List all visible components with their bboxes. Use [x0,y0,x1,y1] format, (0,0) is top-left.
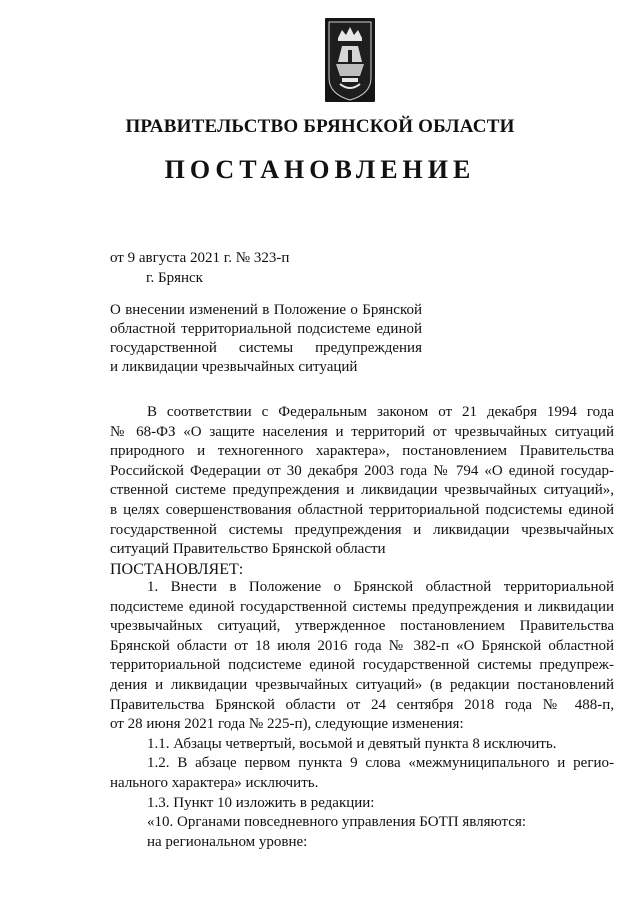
item-1-line: дения и ликвидации чрезвычайных ситуаций» (в редакции постановлений [110,676,614,693]
resolves-heading: ПОСТАНОВЛЯЕТ: [110,560,244,578]
coat-of-arms-emblem [322,16,378,106]
preamble-line: ственной системе предупреждения и ликвидации чрезвычайных ситуаций», [110,482,614,499]
organization-title: ПРАВИТЕЛЬСТВО БРЯНСКОЙ ОБЛАСТИ [125,116,515,137]
subitem-1-2-line: нального характера» исключить. [110,774,319,791]
document-date-number: от 9 августа 2021 г. № 323-п [110,250,290,266]
preamble-line: № 68-ФЗ «О защите населения и территорий от чрезвычайных ситуаций [110,423,614,440]
document-type-title: ПОСТАНОВЛЕНИЕ [164,155,476,184]
subject-line: государственной системы предупреждения [110,340,422,356]
item-1-line: Правительства Брянской области от 24 сентября 2018 года № 488-п, [110,696,614,713]
subitem-1-2-line: 1.2. В абзаце первом пункта 9 слова «межмуниципального и регио- [147,755,614,772]
regional-level-line: на региональном уровне: [147,833,308,850]
preamble-line: природного и техногенного характера», постановлением Правительства [110,443,614,460]
item-1-paragraph [110,578,614,852]
preamble-line: Российской Федерации от 30 декабря 2003 года № 794 «О единой государ- [110,462,614,479]
subitem-1-3: 1.3. Пункт 10 изложить в редакции: [147,794,375,811]
item-1-line: подсистеме единой государственной системы предупреждения и ликвидации [110,598,614,615]
item-1-line: 1. Внести в Положение о Брянской областной территориальной [147,579,614,595]
preamble-line: ситуаций Правительство Брянской области [110,541,386,558]
subject-line: О внесении изменений в Положение о Брянской [110,302,422,318]
preamble-paragraph [110,403,614,579]
preamble-line: В соответствии с Федеральным законом от 21 декабря 1994 года [147,404,614,420]
document-subject [110,301,422,377]
subitem-1-1: 1.1. Абзацы четвертый, восьмой и девятый пункта 8 исключить. [147,735,557,752]
subject-line: и ликвидации чрезвычайных ситуаций [110,359,358,375]
item-1-line: от 28 июня 2021 года № 225-п), следующие изменения: [110,716,464,733]
document-city: г. Брянск [146,270,203,286]
preamble-line: государственной системы предупреждения и ликвидации чрезвычайных [110,521,614,538]
item-1-line: чрезвычайных ситуаций, утвержденное постановлением Правительства [110,618,614,635]
item-1-line: Брянской области от 18 июля 2016 года № 382-п «О Брянской областной [110,637,614,654]
subject-line: областной территориальной подсистеме единой [110,321,422,337]
item-1-line: территориальной подсистеме единой государственной системы предупреж- [110,657,614,674]
preamble-line: в целях совершенствования областной территориальной подсистемы единой [110,501,614,518]
quoted-item-10: «10. Органами повседневного управления БОТП являются: [147,814,527,831]
